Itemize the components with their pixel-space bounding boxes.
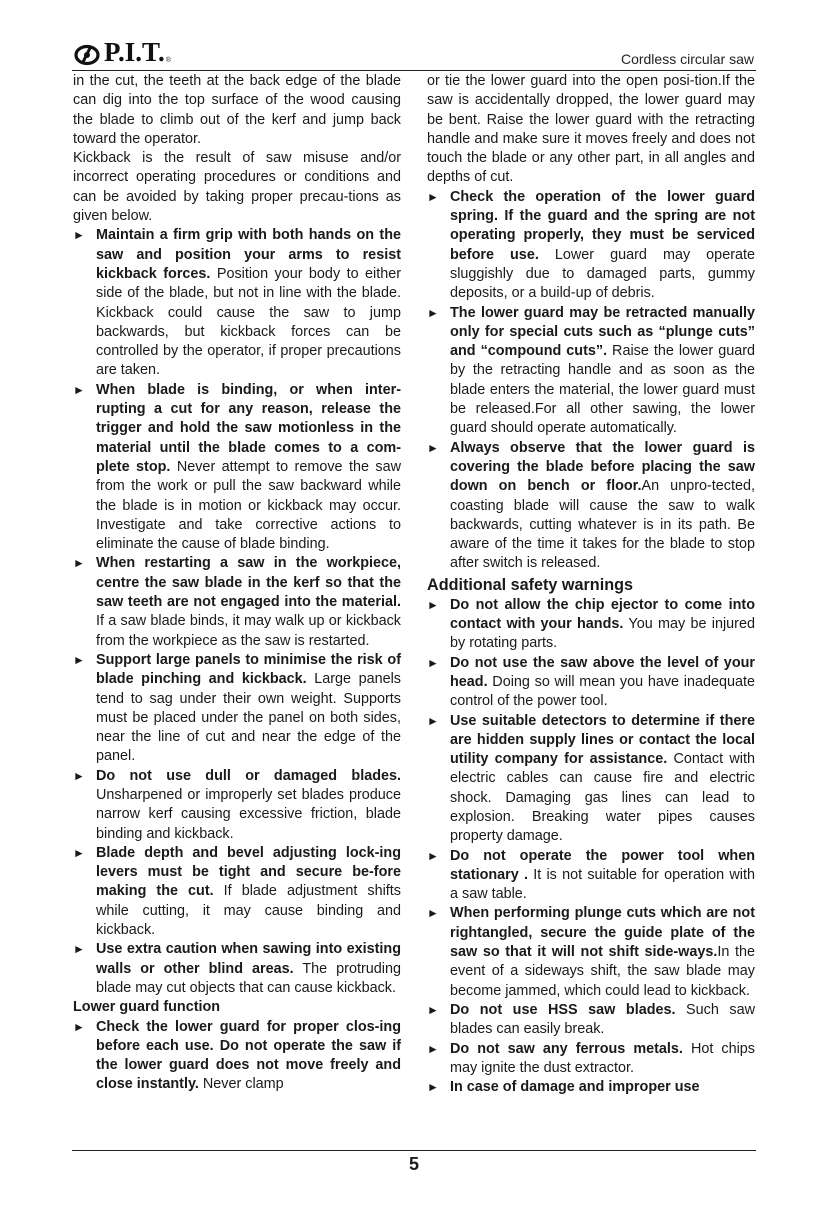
bullet-item bbox=[427, 1040, 755, 1079]
right-column bbox=[427, 72, 755, 1097]
bullet-bold-text: Check the lower guard for proper clos-ing before each use. Do not operate the saw if the lower guard does not move freely and close instantly. bbox=[96, 1018, 401, 1093]
arrow-bullet-icon: ► bbox=[427, 906, 439, 921]
bullet-text: In the event of a sideways shift, the saw blade may become jammed, which could lead to kickback. bbox=[450, 944, 755, 999]
arrow-bullet-icon: ► bbox=[73, 652, 85, 667]
arrow-bullet-icon: ► bbox=[427, 848, 439, 863]
arrow-bullet-icon: ► bbox=[73, 556, 85, 571]
bullet-text: An unpro-tected, coasting blade will cause the saw to walk backwards, cutting whatever is in its path. Be aware of the time it takes for the blade to stop after switch is released. bbox=[450, 478, 755, 572]
bullet-bold-text: Do not use dull or damaged blades. bbox=[96, 767, 401, 784]
bullet-bold-text: Do not operate the power tool when stationary . bbox=[450, 847, 755, 883]
arrow-bullet-icon: ► bbox=[73, 228, 85, 243]
bullet-bold-text: Support large panels to minimise the risk of blade pinching and kickback. bbox=[96, 651, 401, 688]
bullet-text: If blade adjustment shifts while cutting, it may cause binding and kickback. bbox=[96, 883, 401, 939]
bullet-bold-text: When performing plunge cuts which are not rightangled, secure the guide plate of the saw so that it will not shift side-ways. bbox=[450, 905, 755, 961]
bullet-text: If a saw blade binds, it may walk up or kickback from the workpiece as the saw is restarted. bbox=[96, 613, 401, 649]
bullet-text: Large panels tend to sag under their own weight. Supports must be placed under the panel on both sides, near the line of cut and near the edge of the panel. bbox=[96, 671, 401, 765]
bullet-text: Unsharpened or improperly set blades produce narrow kerf causing excessive friction, blade binding and kickback. bbox=[96, 786, 401, 842]
bullet-item bbox=[73, 767, 401, 844]
bullet-bold-text: Blade depth and bevel adjusting lock-ing levers must be tight and secure be-fore making the cut. bbox=[96, 844, 401, 900]
bullet-text: Never attempt to remove the saw from the work or pull the saw backward while the blade is in motion or kickback may occur. Investigate and take corrective actions to eliminate the cause of blade binding. bbox=[96, 458, 401, 553]
arrow-bullet-icon: ► bbox=[427, 1002, 439, 1017]
footer-rule bbox=[72, 1150, 756, 1151]
bullet-item bbox=[427, 1001, 755, 1040]
bullet-text: Raise the lower guard by the retracting handle and as soon as the blade enters the material, the lower guard must be released.For all other sawing, the lower guard should operate automatically. bbox=[450, 343, 755, 437]
bullet-bold-text: Always observe that the lower guard is covering the blade before placing the saw down on bench or floor. bbox=[450, 439, 755, 495]
arrow-bullet-icon: ► bbox=[73, 382, 85, 397]
arrow-bullet-icon: ► bbox=[73, 845, 85, 860]
arrow-bullet-icon: ► bbox=[73, 1019, 85, 1034]
bullet-item bbox=[427, 654, 755, 712]
bullet-item bbox=[73, 940, 401, 998]
bullet-bold-text: When blade is binding, or when inter-rupting a cut for any reason, release the trigger and hold the saw motionless in the material until the blade comes to a com-plete stop. bbox=[96, 381, 401, 475]
bullet-item bbox=[73, 1018, 401, 1095]
bullet-bold-text: Do not saw any ferrous metals. bbox=[450, 1040, 683, 1057]
registered-mark: ® bbox=[165, 57, 171, 64]
bullet-item bbox=[73, 226, 401, 380]
bullet-item bbox=[427, 596, 755, 654]
bullet-text: Lower guard may operate sluggishly due to damaged parts, gummy deposits, or a build-up of debris. bbox=[450, 246, 755, 302]
arrow-bullet-icon: ► bbox=[73, 942, 85, 957]
bullet-text: It is not suitable for operation with a saw table. bbox=[450, 866, 755, 903]
bullet-text: Contact with electric cables can cause fire and electric shock. Damaging gas lines can lead to explosion. Breaking water pipes causes property damage. bbox=[450, 751, 755, 845]
document-title: Cordless circular saw bbox=[620, 51, 754, 67]
left-bullet-list bbox=[73, 226, 401, 998]
continuation-paragraph: or tie the lower guard into the open posi-tion.If the saw is accidentally dropped, the lower guard may be bent. Raise the lower guard with the retracting handle and make sure it moves freely and does not touch the blade or any other part, in all angles and depths of cut. bbox=[427, 73, 755, 186]
bullet-text: Doing so will mean you have inadequate control of the power tool. bbox=[450, 673, 755, 710]
arrow-bullet-icon: ► bbox=[427, 1080, 439, 1095]
pit-logo-icon bbox=[74, 40, 102, 66]
bullet-item bbox=[427, 712, 755, 847]
bullet-item bbox=[427, 904, 755, 1000]
arrow-bullet-icon: ► bbox=[427, 189, 439, 204]
subheading-lower-guard: Lower guard function bbox=[73, 999, 221, 1016]
bullet-bold-text: Use extra caution when sawing into existing walls or other blind areas. bbox=[96, 941, 401, 977]
bullet-bold-text: Use suitable detectors to determine if there are hidden supply lines or contact the local utility company for assistance. bbox=[450, 712, 755, 768]
bullet-item bbox=[427, 188, 755, 304]
intro-paragraph-2: Kickback is the result of saw misuse and/or incorrect operating procedures or conditions and can be avoided by taking proper precau-tions as given below. bbox=[73, 150, 401, 225]
logo-text: P.I.T. bbox=[104, 37, 165, 67]
arrow-bullet-icon: ► bbox=[427, 440, 439, 455]
bullet-bold-text: Do not use the saw above the level of your head. bbox=[450, 654, 755, 690]
bullet-bold-text: In case of damage and improper use bbox=[450, 1079, 700, 1096]
bullet-bold-text: Do not allow the chip ejector to come into contact with your hands. bbox=[450, 596, 755, 633]
right-bullet-list-2 bbox=[427, 596, 755, 1098]
bullet-item bbox=[73, 844, 401, 940]
arrow-bullet-icon: ► bbox=[73, 768, 85, 783]
bullet-item bbox=[427, 304, 755, 439]
intro-paragraph-1: in the cut, the teeth at the back edge of the blade can dig into the top surface of the wood causing the blade to climb out of the kerf and jump back toward the operator. bbox=[73, 73, 401, 147]
bullet-text: The protruding blade may cut objects that can cause kickback. bbox=[96, 960, 401, 996]
arrow-bullet-icon: ► bbox=[427, 305, 439, 320]
bullet-text: Never clamp bbox=[198, 1076, 284, 1093]
bullet-text: Position your body to either side of the blade, but not in line with the blade. Kickback could cause the saw to jump backwards, but kickback forces can be controlled by the operator, if proper precautions are taken. bbox=[96, 265, 401, 379]
bullet-text: You may be injured by rotating parts. bbox=[450, 616, 755, 652]
bullet-bold-text: Do not use HSS saw blades. bbox=[450, 1001, 676, 1018]
arrow-bullet-icon: ► bbox=[427, 1041, 439, 1056]
bullet-bold-text: The lower guard may be retracted manually only for special cuts such as “plunge cuts” and “compound cuts”. bbox=[450, 304, 755, 360]
arrow-bullet-icon: ► bbox=[427, 713, 439, 728]
bullet-item bbox=[73, 554, 401, 650]
section-title-additional-safety: Additional safety warnings bbox=[427, 575, 633, 594]
bullet-text: Such saw blades can easily break. bbox=[450, 1001, 755, 1038]
bullet-item bbox=[73, 381, 401, 555]
right-bullet-list-1 bbox=[427, 188, 755, 574]
page-number: 5 bbox=[408, 1154, 419, 1174]
arrow-bullet-icon: ► bbox=[427, 655, 439, 670]
arrow-bullet-icon: ► bbox=[427, 597, 439, 612]
bullet-bold-text: When restarting a saw in the workpiece, centre the saw blade in the kerf so that the saw teeth are not engaged into the material. bbox=[96, 555, 401, 611]
brand-logo bbox=[74, 36, 171, 66]
bullet-text: Hot chips may ignite the dust extractor. bbox=[450, 1040, 755, 1076]
bullet-item bbox=[73, 651, 401, 767]
bullet-item bbox=[427, 439, 755, 574]
bullet-bold-text: Maintain a firm grip with both hands on the saw and position your arms to resist kickback forces. bbox=[96, 227, 401, 282]
bullet-item bbox=[427, 847, 755, 905]
page-header bbox=[72, 36, 756, 71]
left-column bbox=[73, 72, 401, 1095]
bullet-bold-text: Check the operation of the lower guard spring. If the guard and the spring are not operating properly, they must be serviced before use. bbox=[450, 188, 755, 263]
bullet-item bbox=[427, 1078, 755, 1097]
